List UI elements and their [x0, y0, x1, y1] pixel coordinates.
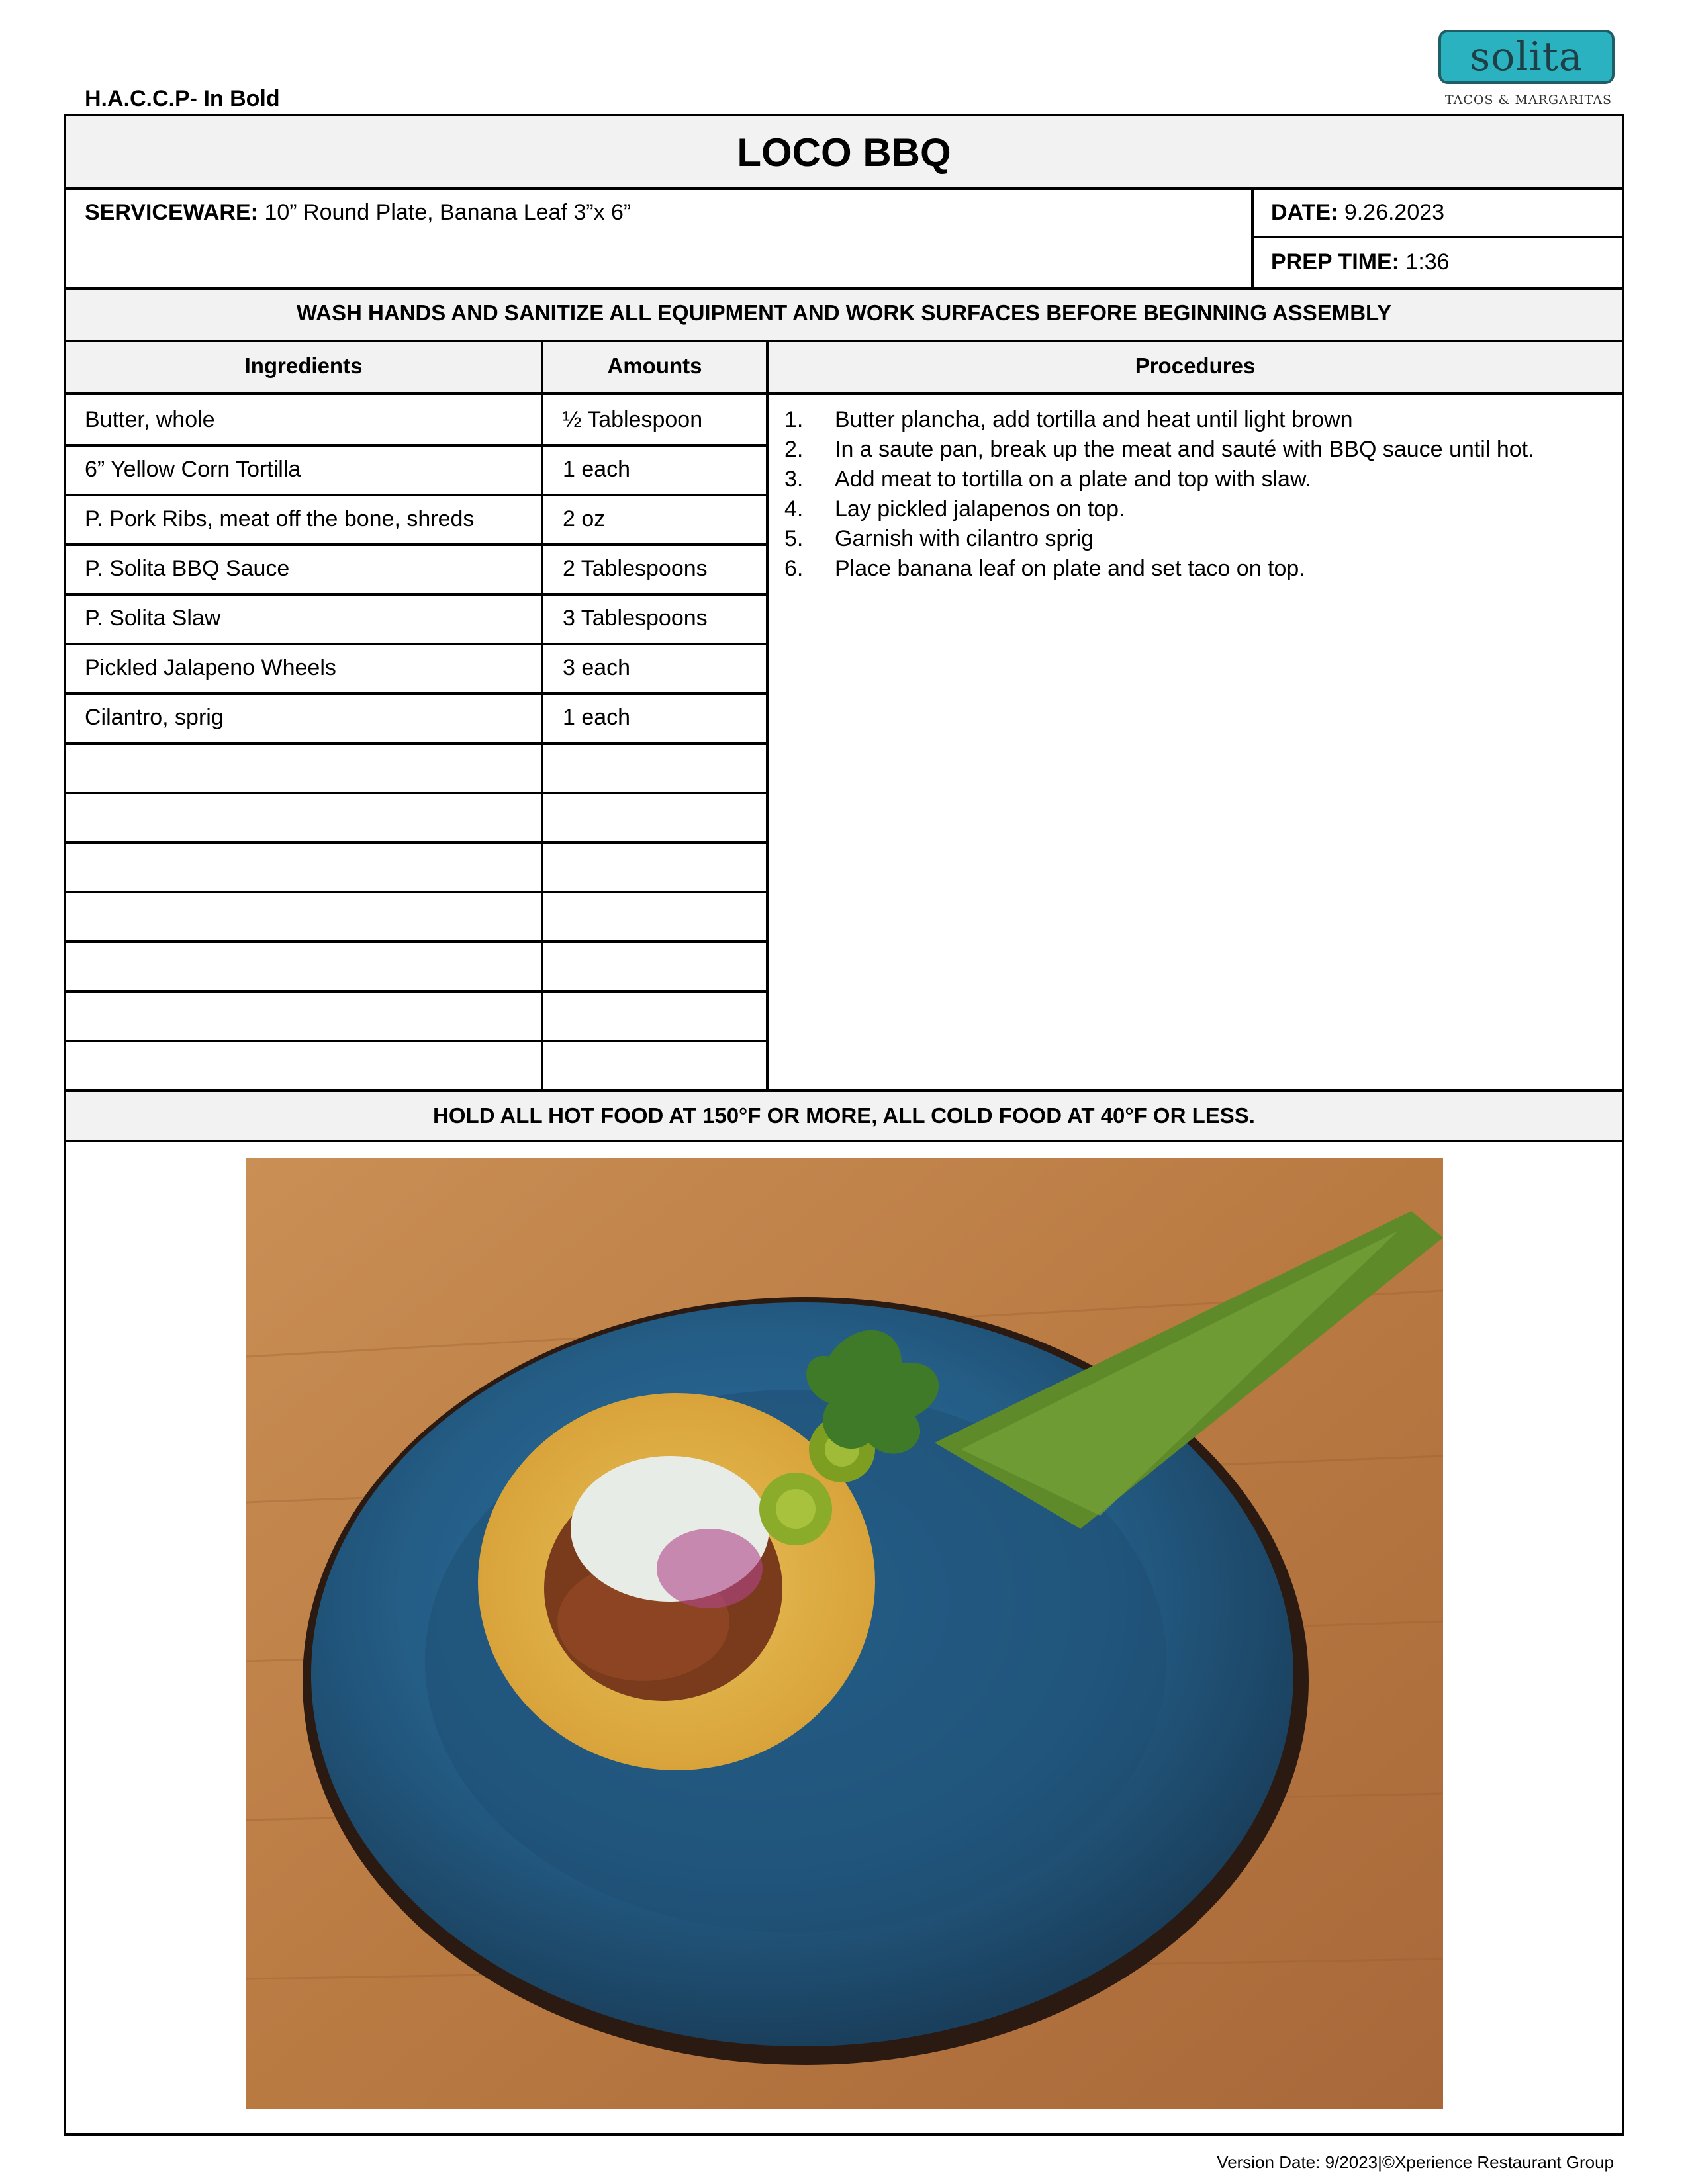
hold-notice: HOLD ALL HOT FOOD AT 150°F OR MORE, ALL COLD FOOD AT 40°F OR LESS. [433, 1103, 1255, 1128]
ingredient-amount: 1 each [563, 705, 631, 730]
step-text: Place banana leaf on plate and set taco on top. [835, 556, 1305, 581]
serviceware-label: SERVICEWARE: [85, 200, 258, 225]
ingredient-amount: 2 oz [563, 506, 606, 531]
prep-time-field [1271, 250, 1450, 275]
haccp-note: H.A.C.C.P- In Bold [85, 86, 280, 111]
ingredient-amount: 1 each [563, 457, 631, 482]
ingredient-amount: ½ Tablespoon [563, 407, 703, 432]
date-field [1271, 200, 1444, 226]
procedure-step [784, 524, 1534, 554]
ingredient-name: P. Solita BBQ Sauce [85, 556, 290, 581]
logo-wordmark: solita [1438, 30, 1615, 84]
amounts-header: Amounts [607, 353, 702, 378]
step-text: Add meat to tortilla on a plate and top with slaw. [835, 467, 1312, 492]
ingredient-name: P. Solita Slaw [85, 606, 221, 631]
ingredient-name: Pickled Jalapeno Wheels [85, 655, 336, 680]
step-number: 1. [784, 407, 804, 432]
procedure-step [784, 494, 1534, 524]
ingredient-name: P. Pork Ribs, meat off the bone, shreds [85, 506, 475, 531]
procedure-step [784, 465, 1534, 494]
ingredient-name: 6” Yellow Corn Tortilla [85, 457, 301, 482]
ingredient-amount: 3 each [563, 655, 631, 680]
prep-time-label: PREP TIME: [1271, 250, 1399, 275]
recipe-title: LOCO BBQ [737, 130, 951, 175]
ingredient-amount: 2 Tablespoons [563, 556, 708, 581]
serviceware-value: 10” Round Plate, Banana Leaf 3”x 6” [264, 200, 632, 225]
ingredient-amount: 3 Tablespoons [563, 606, 708, 631]
serviceware-field [85, 200, 631, 226]
procedure-step [784, 405, 1534, 435]
procedures-header: Procedures [1135, 353, 1256, 378]
ingredients-header: Ingredients [244, 353, 363, 378]
prep-time-value: 1:36 [1405, 250, 1450, 275]
date-value: 9.26.2023 [1344, 200, 1445, 225]
procedures-list [784, 405, 1534, 584]
solita-logo [1435, 26, 1622, 113]
step-number: 5. [784, 526, 804, 551]
step-text: Lay pickled jalapenos on top. [835, 496, 1125, 522]
procedure-step [784, 435, 1534, 465]
procedure-step [784, 554, 1534, 584]
dish-photo [246, 1158, 1443, 2109]
step-text: Butter plancha, add tortilla and heat until light brown [835, 407, 1353, 432]
step-number: 3. [784, 467, 804, 492]
step-number: 4. [784, 496, 804, 522]
wash-notice: WASH HANDS AND SANITIZE ALL EQUIPMENT AND WORK SURFACES BEFORE BEGINNING ASSEMBLY [296, 300, 1392, 325]
step-text: In a saute pan, break up the meat and sauté with BBQ sauce until hot. [835, 437, 1534, 462]
step-number: 2. [784, 437, 804, 462]
date-label: DATE: [1271, 200, 1338, 225]
step-number: 6. [784, 556, 804, 581]
ingredient-name: Butter, whole [85, 407, 215, 432]
version-footer: Version Date: 9/2023|©Xperience Restaurant Group [1217, 2152, 1614, 2172]
step-text: Garnish with cilantro sprig [835, 526, 1094, 551]
logo-tagline: TACOS & MARGARITAS [1444, 93, 1613, 107]
ingredient-name: Cilantro, sprig [85, 705, 224, 730]
